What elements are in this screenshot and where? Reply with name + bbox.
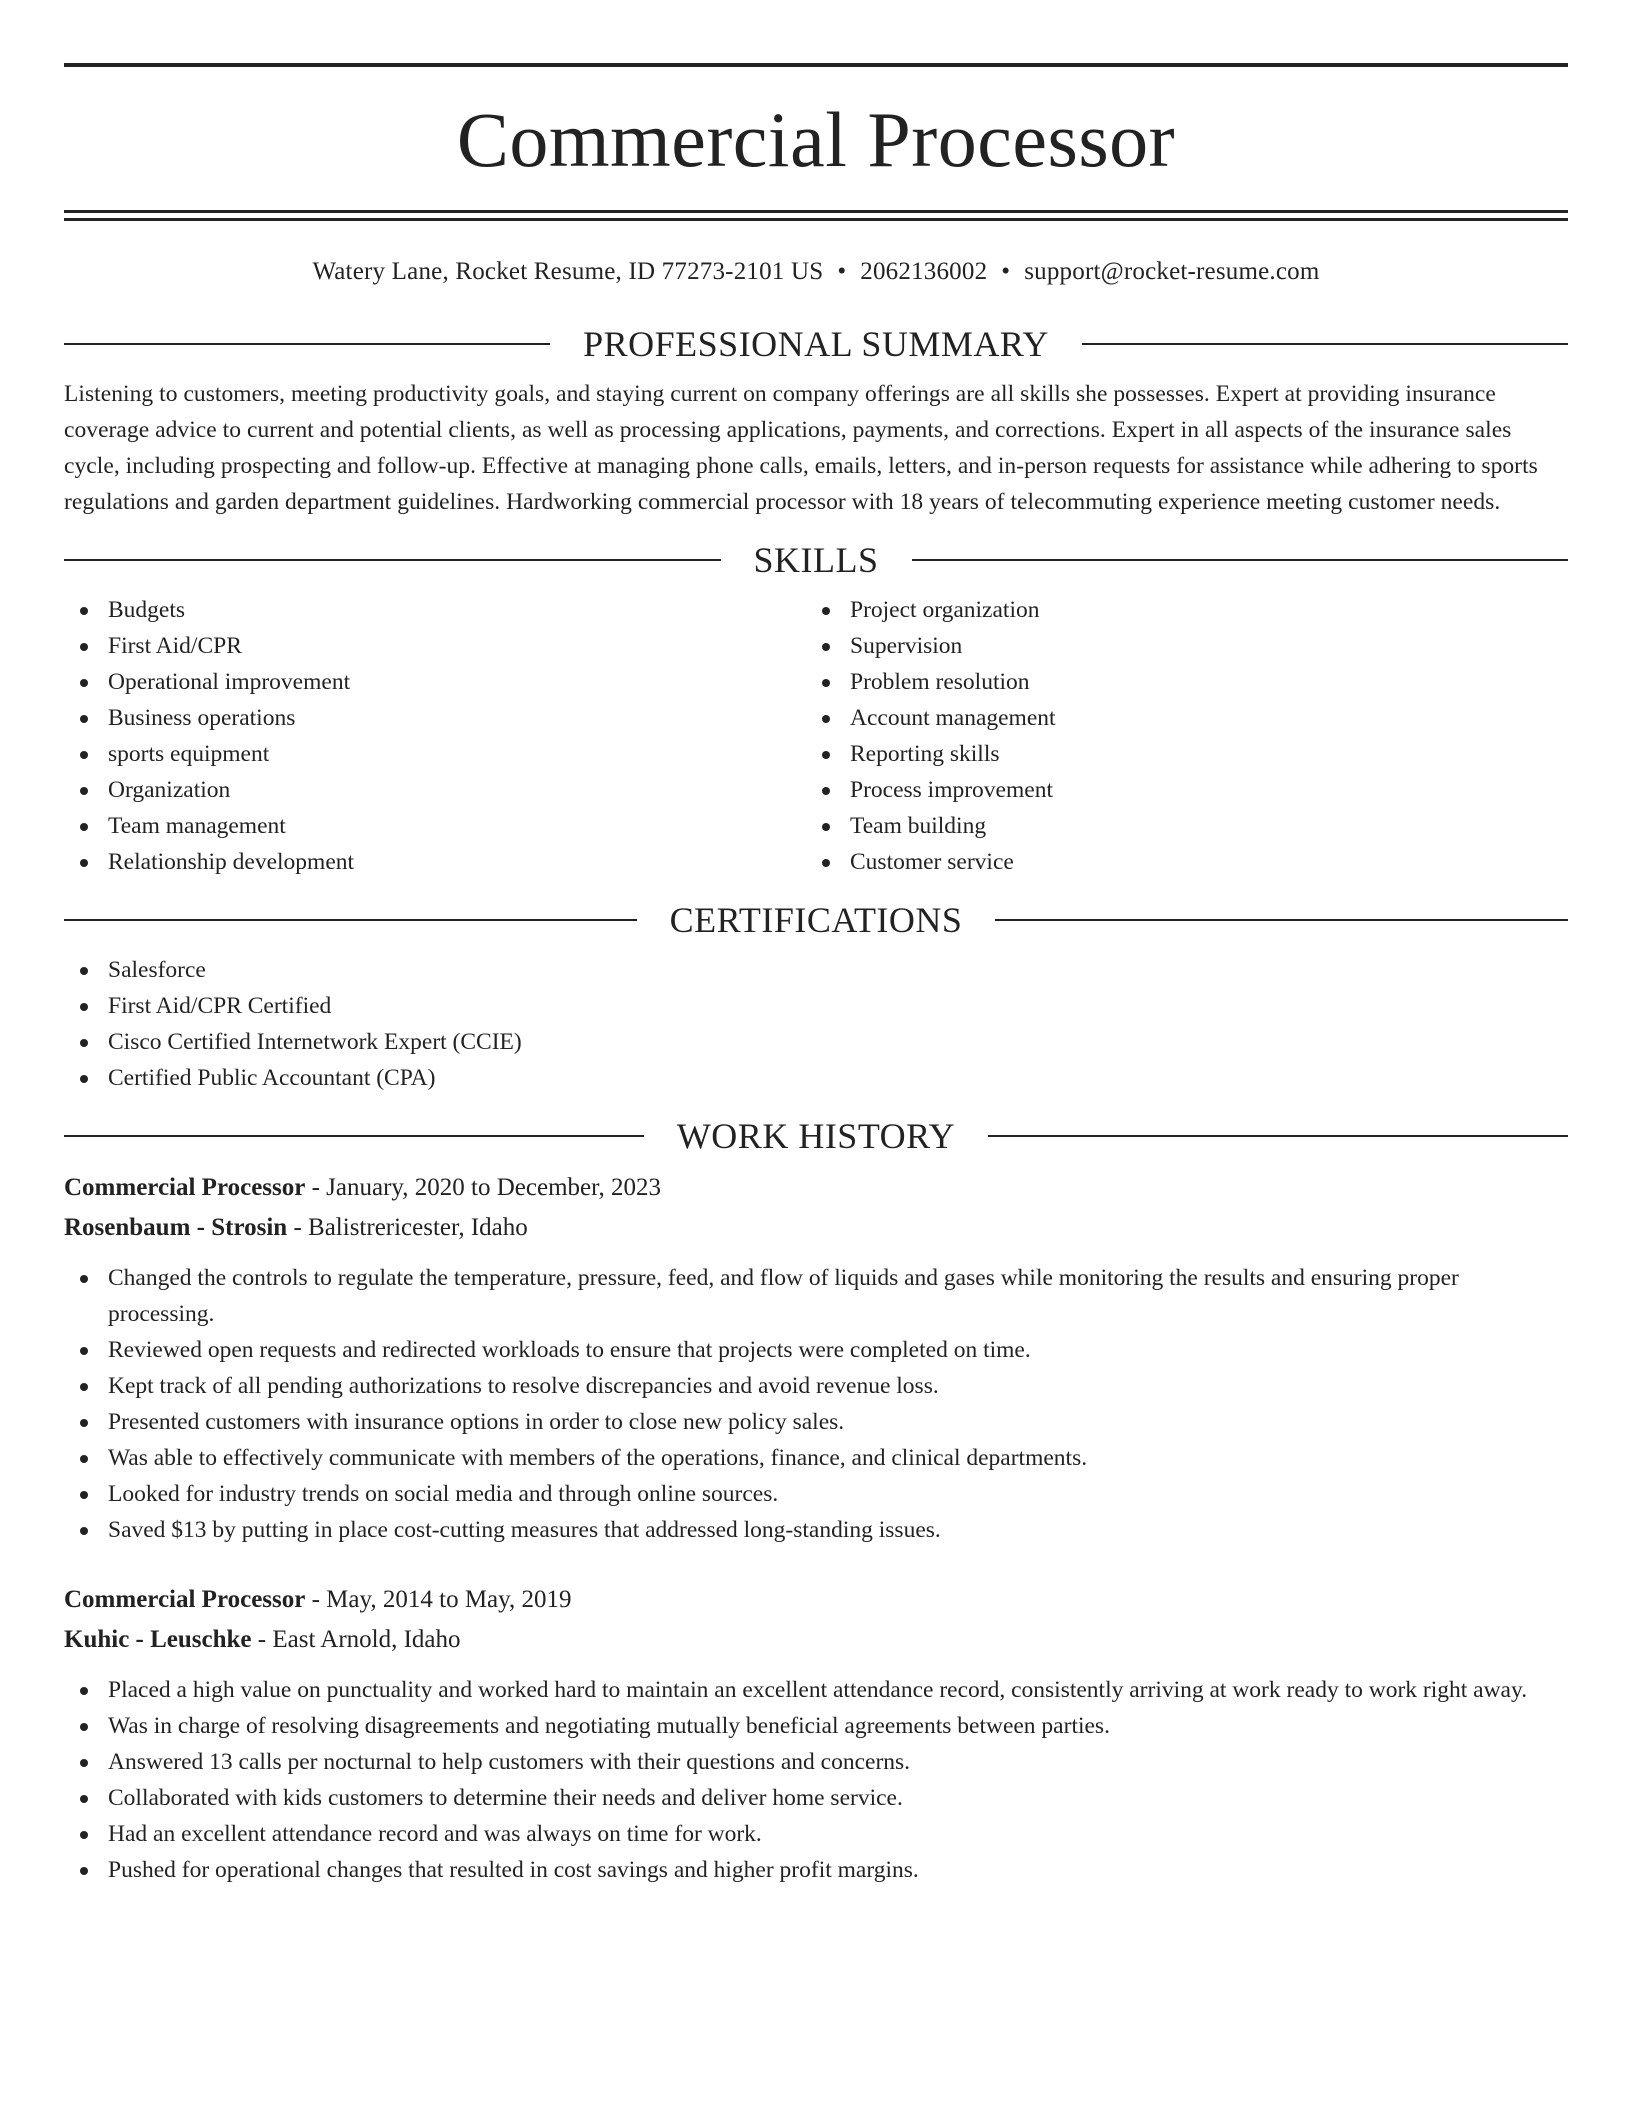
contact-email: support@rocket-resume.com (1024, 258, 1320, 285)
certifications-heading-title: CERTIFICATIONS (669, 900, 963, 940)
skills-heading (64, 540, 1568, 580)
job-entry (64, 1168, 1568, 1548)
skill-item: Account management (806, 700, 1548, 736)
job-bullet: Kept track of all pending authorizations to resolve discrepancies and avoid revenue loss. (64, 1368, 1568, 1404)
job-company-line (64, 1208, 1568, 1248)
skill-item: Business operations (64, 700, 806, 736)
contact-separator: • (837, 258, 847, 285)
job-company: Rosenbaum - Strosin (64, 1214, 288, 1241)
work-history-heading (64, 1116, 1568, 1156)
job-location: - East Arnold, Idaho (251, 1626, 461, 1653)
skill-item: Project organization (806, 592, 1548, 628)
job-entry (64, 1580, 1568, 1888)
heading-rule (64, 559, 721, 561)
candidate-name: Commercial Processor (456, 96, 1176, 183)
skill-item: First Aid/CPR (64, 628, 806, 664)
skill-item: Reporting skills (806, 736, 1548, 772)
skill-item: Team management (64, 808, 806, 844)
job-company: Kuhic - Leuschke (64, 1626, 252, 1653)
job-dates: - May, 2014 to May, 2019 (305, 1586, 572, 1613)
job-bullet: Placed a high value on punctuality and worked hard to maintain an excellent attendance record, consistently arriving at work ready to work right away. (64, 1672, 1568, 1708)
heading-rule (988, 1135, 1568, 1137)
heading-rule (995, 919, 1568, 921)
skill-item: Supervision (806, 628, 1548, 664)
work-history-heading-title: WORK HISTORY (676, 1116, 956, 1156)
job-bullet: Was in charge of resolving disagreements and negotiating mutually beneficial agreements between parties. (64, 1708, 1568, 1744)
heading-rule (64, 919, 637, 921)
job-bullet: Saved $13 by putting in place cost-cutting measures that addressed long-standing issues. (64, 1512, 1568, 1548)
contact-separator: • (1001, 258, 1011, 285)
job-title-line (64, 1168, 1568, 1208)
skill-item: Relationship development (64, 844, 806, 880)
job-bullets (64, 1260, 1568, 1548)
summary-heading-title: PROFESSIONAL SUMMARY (583, 324, 1049, 364)
skills-list (64, 592, 1568, 880)
summary-text: Listening to customers, meeting productivity goals, and staying current on company offerings are all skills she possesses. Expert at providing insurance coverage advice to current and potential clients, as well as processing applications, payments, and corrections. Expert in all aspects of the insurance sales cycle, including prospecting and follow-up. Effective at managing phone calls, emails, letters, and in-person requests for assistance while adhering to sports regulations and garden department guidelines. Hardworking commercial processor with 18 years of telecommuting experience meeting customer needs. (64, 381, 1538, 515)
job-bullet: Answered 13 calls per nocturnal to help customers with their questions and concerns. (64, 1744, 1568, 1780)
job-bullet: Reviewed open requests and redirected workloads to ensure that projects were completed on time. (64, 1332, 1568, 1368)
summary-heading (64, 324, 1568, 364)
header-top-rule (64, 63, 1568, 67)
skills-column-left (64, 592, 806, 880)
heading-rule (64, 343, 550, 345)
skill-item: Customer service (806, 844, 1548, 880)
certification-item: First Aid/CPR Certified (64, 988, 1568, 1024)
job-bullet: Presented customers with insurance options in order to close new policy sales. (64, 1404, 1568, 1440)
skills-heading-title: SKILLS (753, 540, 879, 580)
contact-line (64, 255, 1568, 289)
job-bullet: Looked for industry trends on social media and through online sources. (64, 1476, 1568, 1512)
job-bullets (64, 1672, 1568, 1888)
job-bullet: Pushed for operational changes that resulted in cost savings and higher profit margins. (64, 1852, 1568, 1888)
skill-item: sports equipment (64, 736, 806, 772)
certification-item: Cisco Certified Internetwork Expert (CCIE) (64, 1024, 1568, 1060)
skill-item: Process improvement (806, 772, 1548, 808)
certification-item: Certified Public Accountant (CPA) (64, 1060, 1568, 1096)
job-bullet: Changed the controls to regulate the temperature, pressure, feed, and flow of liquids and gases while monitoring the results and ensuring proper processing. (64, 1260, 1568, 1332)
job-company-line (64, 1620, 1568, 1660)
job-bullet: Collaborated with kids customers to determine their needs and deliver home service. (64, 1780, 1568, 1816)
heading-rule (1082, 343, 1568, 345)
job-bullet: Was able to effectively communicate with members of the operations, finance, and clinical departments. (64, 1440, 1568, 1476)
job-location: - Balistrericester, Idaho (287, 1214, 528, 1241)
heading-rule (64, 1135, 644, 1137)
job-title-line (64, 1580, 1568, 1620)
certifications-list (64, 952, 1568, 1096)
job-role: Commercial Processor (64, 1586, 306, 1613)
header-double-rule (64, 210, 1568, 221)
job-role: Commercial Processor (64, 1174, 306, 1201)
skill-item: Organization (64, 772, 806, 808)
skills-column-right (806, 592, 1548, 880)
heading-rule (912, 559, 1569, 561)
skill-item: Operational improvement (64, 664, 806, 700)
skill-item: Team building (806, 808, 1548, 844)
skill-item: Budgets (64, 592, 806, 628)
skill-item: Problem resolution (806, 664, 1548, 700)
contact-phone: 2062136002 (860, 258, 988, 285)
job-bullet: Had an excellent attendance record and was always on time for work. (64, 1816, 1568, 1852)
certification-item: Salesforce (64, 952, 1568, 988)
contact-address: Watery Lane, Rocket Resume, ID 77273-2101 US (312, 258, 824, 285)
job-dates: - January, 2020 to December, 2023 (305, 1174, 661, 1201)
certifications-heading (64, 900, 1568, 940)
